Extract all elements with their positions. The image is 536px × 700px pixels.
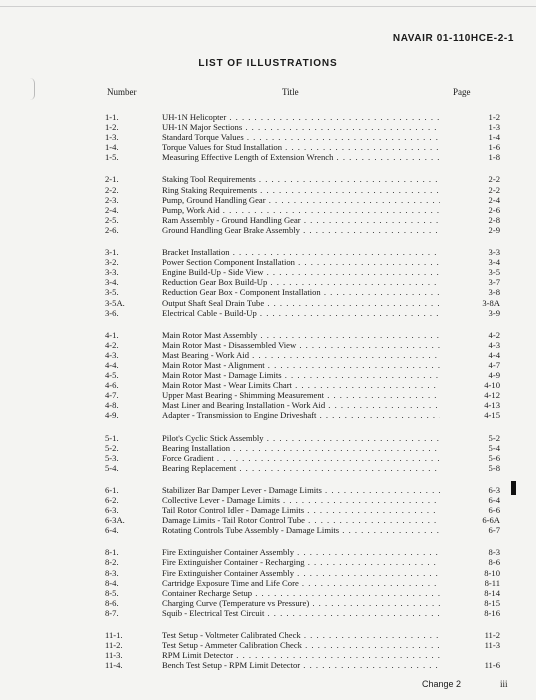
list-item <box>0 112 536 122</box>
figure-title: Staking Tool Requirements . . . <box>162 174 440 184</box>
figure-title: Stabilizer Bar Damper Lever - Damage Limits . . . <box>162 485 440 495</box>
list-item <box>0 205 536 215</box>
list-item <box>0 287 536 297</box>
column-header-title: Title <box>282 87 299 97</box>
figure-title: Electrical Cable - Build-Up . . . <box>162 308 440 318</box>
list-item <box>0 330 536 340</box>
figure-title: Fire Extinguisher Container Assembly . . . <box>162 568 440 578</box>
figure-title: Torque Values for Stud Installation . . . <box>162 142 440 152</box>
figure-page: 2-6 <box>488 204 500 215</box>
figure-page: 4-12 <box>484 390 500 401</box>
figure-title: Main Rotor Mast - Damage Limits . . . <box>162 370 440 380</box>
figure-title: Main Rotor Mast - Wear Limits Chart . . . <box>162 380 440 390</box>
figure-title: Reduction Gear Box Build-Up . . . <box>162 277 440 287</box>
list-item <box>0 630 536 640</box>
figure-number: 2-4. <box>105 204 119 215</box>
figure-page: 6-6A <box>482 515 500 526</box>
illustration-group <box>0 112 536 162</box>
figure-title: Ring Staking Requirements . . . <box>162 185 440 195</box>
figure-title: Mast Bearing - Work Aid . . . <box>162 350 440 360</box>
figure-number: 4-6. <box>105 380 119 391</box>
figure-page: 4-9 <box>488 370 500 381</box>
list-item <box>0 370 536 380</box>
figure-number: 4-3. <box>105 349 119 360</box>
figure-number: 11-2. <box>105 640 123 651</box>
figure-page: 8-15 <box>484 597 500 608</box>
figure-title: Mast Liner and Bearing Installation - Work Aid . . . <box>162 400 440 410</box>
figure-number: 6-4. <box>105 525 119 536</box>
figure-number: 3-3. <box>105 267 119 278</box>
list-item <box>0 360 536 370</box>
figure-page: 3-4 <box>488 257 500 268</box>
list-item <box>0 132 536 142</box>
figure-title: UH-1N Major Sections . . . <box>162 122 440 132</box>
figure-number: 11-1. <box>105 630 123 641</box>
figure-title: Output Shaft Seal Drain Tube . . . <box>162 298 440 308</box>
figure-page: 8-6 <box>488 557 500 568</box>
figure-number: 2-6. <box>105 224 119 235</box>
figure-number: 1-5. <box>105 152 119 163</box>
list-item <box>0 578 536 588</box>
list-item <box>0 277 536 287</box>
figure-title: Container Recharge Setup . . . <box>162 588 440 598</box>
figure-page: 2-2 <box>488 174 500 185</box>
figure-number: 4-5. <box>105 370 119 381</box>
page-number: iii <box>500 679 508 689</box>
figure-page: 3-3 <box>488 247 500 258</box>
column-header-page: Page <box>453 87 471 97</box>
list-item <box>0 515 536 525</box>
illustration-group <box>0 485 536 535</box>
figure-page: 4-4 <box>488 349 500 360</box>
figure-number: 6-1. <box>105 484 119 495</box>
list-item <box>0 247 536 257</box>
figure-number: 3-5A. <box>105 297 125 308</box>
figure-number: 4-9. <box>105 410 119 421</box>
figure-title: Charging Curve (Temperature vs Pressure) . . . <box>162 598 440 608</box>
figure-title: Squib - Electrical Test Circuit . . . <box>162 608 440 618</box>
figure-title: Engine Build-Up - Side View . . . <box>162 267 440 277</box>
list-item <box>0 380 536 390</box>
illustrations-list <box>0 112 536 682</box>
figure-number: 1-4. <box>105 142 119 153</box>
illustration-group <box>0 630 536 670</box>
list-item <box>0 598 536 608</box>
figure-page: 4-10 <box>484 380 500 391</box>
figure-number: 8-4. <box>105 577 119 588</box>
figure-number: 5-1. <box>105 432 119 443</box>
list-item <box>0 122 536 132</box>
change-bar <box>511 481 516 495</box>
figure-number: 5-3. <box>105 452 119 463</box>
figure-title: Tail Rotor Control Idler - Damage Limits . . . <box>162 505 440 515</box>
figure-page: 2-8 <box>488 214 500 225</box>
figure-number: 8-7. <box>105 607 119 618</box>
figure-number: 5-4. <box>105 462 119 473</box>
figure-number: 11-3. <box>105 650 123 661</box>
figure-page: 5-4 <box>488 442 500 453</box>
figure-page: 8-3 <box>488 547 500 558</box>
figure-page: 8-14 <box>484 587 500 598</box>
figure-title: Pilot's Cyclic Stick Assembly . . . <box>162 433 440 443</box>
figure-title: Bearing Replacement . . . <box>162 463 440 473</box>
figure-page: 5-8 <box>488 462 500 473</box>
figure-number: 4-1. <box>105 329 119 340</box>
list-item <box>0 225 536 235</box>
figure-title: Ram Assembly - Ground Handling Gear . . . <box>162 215 440 225</box>
figure-number: 3-4. <box>105 277 119 288</box>
figure-page: 4-2 <box>488 329 500 340</box>
list-item <box>0 547 536 557</box>
figure-title: Bench Test Setup - RPM Limit Detector . . . <box>162 660 440 670</box>
figure-page: 4-3 <box>488 339 500 350</box>
figure-title: Collective Lever - Damage Limits . . . <box>162 495 440 505</box>
figure-title: UH-1N Helicopter . . . <box>162 112 440 122</box>
binding-mark <box>30 78 35 100</box>
figure-number: 2-1. <box>105 174 119 185</box>
figure-title: Test Setup - Ammeter Calibration Check . . . <box>162 640 440 650</box>
list-item <box>0 195 536 205</box>
list-item <box>0 557 536 567</box>
list-item <box>0 350 536 360</box>
figure-title: Damage Limits - Tail Rotor Control Tube . . . <box>162 515 440 525</box>
illustration-group <box>0 174 536 235</box>
list-item <box>0 215 536 225</box>
figure-title: Pump, Ground Handling Gear . . . <box>162 195 440 205</box>
figure-title: RPM Limit Detector . . . <box>162 650 440 660</box>
figure-number: 4-2. <box>105 339 119 350</box>
list-item <box>0 308 536 318</box>
figure-title: Test Setup - Voltmeter Calibrated Check . . . <box>162 630 440 640</box>
figure-page: 2-9 <box>488 224 500 235</box>
figure-number: 6-2. <box>105 495 119 505</box>
list-item <box>0 485 536 495</box>
figure-page: 4-13 <box>484 400 500 411</box>
figure-title: Bearing Installation . . . <box>162 443 440 453</box>
illustration-group <box>0 330 536 421</box>
figure-title: Main Rotor Mast - Disassembled View . . . <box>162 340 440 350</box>
figure-number: 4-4. <box>105 359 119 370</box>
list-item <box>0 640 536 650</box>
figure-page: 1-6 <box>488 142 500 153</box>
figure-number: 11-4. <box>105 660 123 671</box>
figure-title: Measuring Effective Length of Extension Wrench . . . <box>162 152 440 162</box>
figure-number: 1-3. <box>105 132 119 143</box>
figure-page: 2-4 <box>488 194 500 205</box>
figure-page: 6-6 <box>488 505 500 516</box>
figure-page: 5-6 <box>488 452 500 463</box>
figure-title: Force Gradient . . . <box>162 453 440 463</box>
figure-title: Standard Torque Values . . . <box>162 132 440 142</box>
figure-number: 3-6. <box>105 307 119 318</box>
figure-number: 6-3. <box>105 505 119 516</box>
list-item <box>0 660 536 670</box>
illustration-group <box>0 433 536 473</box>
figure-page: 4-7 <box>488 359 500 370</box>
list-item <box>0 267 536 277</box>
figure-page: 8-11 <box>484 577 500 588</box>
list-item <box>0 650 536 660</box>
list-item <box>0 152 536 162</box>
figure-number: 1-2. <box>105 122 119 133</box>
figure-page: 11-6 <box>484 660 500 671</box>
figure-page: 6-4 <box>488 495 500 505</box>
page-title: LIST OF ILLUSTRATIONS <box>198 58 338 69</box>
figure-number: 2-2. <box>105 184 119 195</box>
figure-number: 1-1. <box>105 112 119 122</box>
figure-number: 8-3. <box>105 567 119 578</box>
figure-page: 5-2 <box>488 432 500 443</box>
figure-number: 5-2. <box>105 442 119 453</box>
list-item <box>0 463 536 473</box>
figure-page: 1-3 <box>488 122 500 133</box>
figure-page: 11-2 <box>484 630 500 641</box>
figure-number: 4-8. <box>105 400 119 411</box>
figure-number: 2-5. <box>105 214 119 225</box>
figure-title: Upper Mast Bearing - Shimming Measurement . . . <box>162 390 440 400</box>
list-item <box>0 410 536 420</box>
figure-title: Fire Extinguisher Container - Recharging . . . <box>162 557 440 567</box>
figure-page: 8-16 <box>484 607 500 618</box>
list-item <box>0 390 536 400</box>
figure-page: 11-3 <box>484 640 500 651</box>
figure-number: 8-1. <box>105 547 119 558</box>
figure-number: 8-2. <box>105 557 119 568</box>
figure-number: 3-5. <box>105 287 119 298</box>
figure-page: 8-10 <box>484 567 500 578</box>
figure-title: Main Rotor Mast Assembly . . . <box>162 330 440 340</box>
list-item <box>0 568 536 578</box>
list-item <box>0 174 536 184</box>
figure-title: Ground Handling Gear Brake Assembly . . . <box>162 225 440 235</box>
figure-number: 6-3A. <box>105 515 125 526</box>
figure-number: 4-7. <box>105 390 119 401</box>
figure-title: Reduction Gear Box - Component Installation . . . <box>162 287 440 297</box>
figure-number: 2-3. <box>105 194 119 205</box>
list-item <box>0 400 536 410</box>
illustration-group <box>0 247 536 318</box>
list-item <box>0 185 536 195</box>
figure-page: 1-8 <box>488 152 500 163</box>
list-item <box>0 588 536 598</box>
figure-title: Cartridge Exposure Time and Life Core . . . <box>162 578 440 588</box>
figure-page: 4-15 <box>484 410 500 421</box>
figure-page: 3-9 <box>488 307 500 318</box>
figure-number: 8-5. <box>105 587 119 598</box>
list-item <box>0 298 536 308</box>
list-item <box>0 505 536 515</box>
figure-title: Adapter - Transmission to Engine Driveshaft . . . <box>162 410 440 420</box>
figure-page: 3-8A <box>482 297 500 308</box>
figure-title: Fire Extinguisher Container Assembly . . . <box>162 547 440 557</box>
figure-page: 6-3 <box>488 484 500 495</box>
figure-number: 8-6. <box>105 597 119 608</box>
figure-title: Main Rotor Mast - Alignment . . . <box>162 360 440 370</box>
list-item <box>0 525 536 535</box>
figure-title: Power Section Component Installation . . . <box>162 257 440 267</box>
figure-page: 3-8 <box>488 287 500 298</box>
figure-page: 1-2 <box>488 112 500 122</box>
figure-title: Rotating Controls Tube Assembly - Damage Limits . . . <box>162 525 440 535</box>
list-item <box>0 443 536 453</box>
figure-page: 3-7 <box>488 277 500 288</box>
list-item <box>0 495 536 505</box>
figure-number: 3-1. <box>105 247 119 258</box>
top-rule <box>0 6 536 7</box>
figure-number: 3-2. <box>105 257 119 268</box>
figure-page: 3-5 <box>488 267 500 278</box>
list-item <box>0 608 536 618</box>
list-item <box>0 453 536 463</box>
illustration-group <box>0 547 536 618</box>
list-item <box>0 142 536 152</box>
figure-page: 1-4 <box>488 132 500 143</box>
figure-title: Bracket Installation . . . <box>162 247 440 257</box>
change-label: Change 2 <box>422 679 462 689</box>
figure-page: 2-2 <box>488 184 500 195</box>
figure-title: Pump, Work Aid . . . <box>162 205 440 215</box>
list-item <box>0 433 536 443</box>
figure-page: 6-7 <box>488 525 500 536</box>
list-item <box>0 257 536 267</box>
document-id: NAVAIR 01-110HCE-2-1 <box>392 33 514 44</box>
column-header-number: Number <box>107 87 137 97</box>
list-item <box>0 340 536 350</box>
